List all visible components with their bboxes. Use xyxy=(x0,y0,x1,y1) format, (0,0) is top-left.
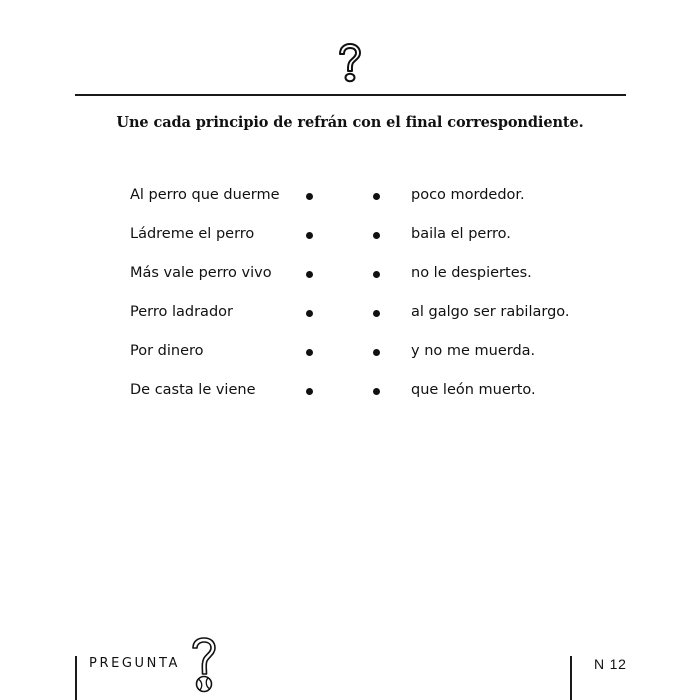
proverb-end: baila el perro. xyxy=(411,226,511,242)
match-row xyxy=(0,265,700,289)
proverb-end: que león muerto. xyxy=(411,382,536,398)
footer-right-divider xyxy=(570,656,572,700)
proverb-end: y no me muerda. xyxy=(411,343,536,359)
right-connector-dot[interactable] xyxy=(373,232,380,239)
proverb-end: poco mordedor. xyxy=(411,187,525,203)
page-number: N 12 xyxy=(594,656,627,672)
footer-left-divider xyxy=(75,656,77,700)
match-row xyxy=(0,304,700,328)
header-divider xyxy=(75,94,626,96)
footer-label: PREGUNTA xyxy=(89,656,181,671)
match-row xyxy=(0,226,700,250)
proverb-start: Al perro que duerme xyxy=(130,187,280,203)
proverb-start: De casta le viene xyxy=(130,382,256,398)
left-connector-dot[interactable] xyxy=(306,349,313,356)
question-mark-icon xyxy=(333,42,367,84)
left-connector-dot[interactable] xyxy=(306,271,313,278)
instruction-text: Une cada principio de refrán con el final correspondiente. xyxy=(116,114,584,131)
left-connector-dot[interactable] xyxy=(306,388,313,395)
question-mark-ball-icon xyxy=(190,636,218,694)
proverb-start: Perro ladrador xyxy=(130,304,233,320)
right-connector-dot[interactable] xyxy=(373,193,380,200)
left-connector-dot[interactable] xyxy=(306,232,313,239)
left-connector-dot[interactable] xyxy=(306,193,313,200)
right-connector-dot[interactable] xyxy=(373,349,380,356)
proverb-start: Más vale perro vivo xyxy=(130,265,272,281)
match-row xyxy=(0,343,700,367)
proverb-end: no le despiertes. xyxy=(411,265,532,281)
proverb-end: al galgo ser rabilargo. xyxy=(411,304,570,320)
left-connector-dot[interactable] xyxy=(306,310,313,317)
match-row xyxy=(0,187,700,211)
proverb-start: Por dinero xyxy=(130,343,204,359)
right-connector-dot[interactable] xyxy=(373,271,380,278)
match-row xyxy=(0,382,700,406)
proverb-start: Ládreme el perro xyxy=(130,226,255,242)
right-connector-dot[interactable] xyxy=(373,388,380,395)
right-connector-dot[interactable] xyxy=(373,310,380,317)
